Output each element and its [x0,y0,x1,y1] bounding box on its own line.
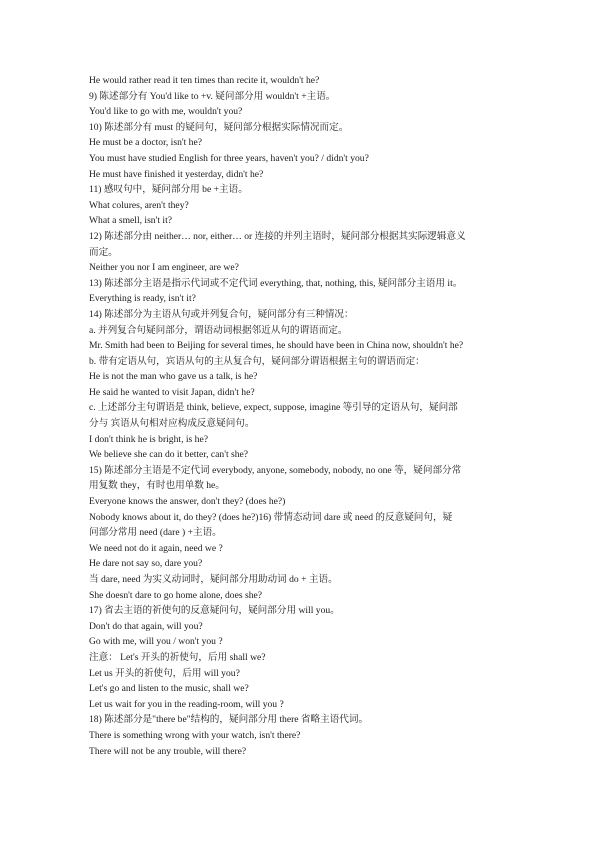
text-line: He dare not say so, dare you? [89,558,203,570]
text-line: Mr. Smith had been to Beijing for several times, he should have been in China now, shouldn't he? [89,340,464,352]
text-line: c. 上述部分主句谓语是 think, believe, expect, suppose, imagine 等引导的定语从句，疑问部 [89,402,458,414]
text-line: 17) 省去主语的祈使句的反意疑问句，疑问部分用 will you。 [89,605,340,617]
text-line: 15) 陈述部分主语是不定代词 everybody, anyone, somebody, nobody, no one 等，疑问部分常 [89,464,462,476]
text-line: 注意： Let's 开头的祈使句，后用 shall we? [89,651,266,663]
text-line: Nobody knows about it, do they? (does he?)16) 带情态动词 dare 或 need 的反意疑问句，疑 [89,511,453,523]
text-line: a. 并列复合句疑问部分，谓语动词根据邻近从句的谓语而定。 [89,324,348,336]
text-line: You must have studied English for three years, haven't you? / didn't you? [89,152,369,164]
text-line: 10) 陈述部分有 must 的疑问句，疑问部分根据实际情况而定。 [89,121,349,133]
text-line: He must have finished it yesterday, didn't he? [89,168,264,180]
text-line: b. 带有定语从句，宾语从句的主从复合句，疑问部分谓语根据主句的谓语而定： [89,355,425,367]
text-line: Everything is ready, isn't it? [89,293,196,305]
text-line: Neither you nor I am engineer, are we? [89,262,239,274]
text-line: He is not the man who gave us a talk, is he? [89,371,258,383]
text-line: What a smell, isn't it? [89,215,172,227]
text-line: He said he wanted to visit Japan, didn't he? [89,386,255,398]
text-line: 9) 陈述部分有 You'd like to +v. 疑问部分用 wouldn't +主语。 [89,90,336,102]
text-line: I don't think he is bright, is he? [89,433,208,445]
text-line: 用复数 they，有时也用单数 he。 [89,480,225,492]
text-line: She doesn't dare to go home alone, does she? [89,589,263,601]
text-line: 18) 陈述部分是"there be"结构的，疑问部分用 there 省略主语代词。 [89,714,369,726]
text-line: Let us 开头的祈使句，后用 will you? [89,667,240,679]
text-line: 而定。 [89,246,118,258]
text-line: He would rather read it ten times than recite it, wouldn't he? [89,75,320,86]
text-line: Everyone knows the answer, don't they? (does he?) [89,496,286,508]
text-line: Let's go and listen to the music, shall we? [89,683,249,695]
document-body [89,73,517,759]
text-line: Let us wait for you in the reading-room, will you ? [89,698,284,710]
text-line: You'd like to go with me, wouldn't you? [89,106,243,118]
text-line: We believe she can do it better, can't she? [89,449,249,461]
text-line: He must be a doctor, isn't he? [89,137,202,149]
text-line: 14) 陈述部分为主语从句或并列复合句，疑问部分有三种情况： [89,308,354,320]
text-line: Go with me, will you / won't you ? [89,636,223,648]
text-line: 12) 陈述部分由 neither… nor, either… or 连接的并列主语时，疑问部分根据其实际逻辑意义 [89,230,466,242]
text-line: What colures, aren't they? [89,199,189,211]
text-line: 分与 宾语从句相对应构成反意疑问句。 [89,418,255,430]
text-line: We need not do it again, need we ? [89,542,223,554]
text-line: 当 dare, need 为实义动词时，疑问部分用助动词 do + 主语。 [89,574,338,585]
text-line: Don't do that again, will you? [89,620,203,632]
text-line: There is something wrong with your watch, isn't there? [89,729,301,741]
text-line: 问部分常用 need (dare ) +主语。 [89,527,222,539]
text-line: 11) 感叹句中，疑问部分用 be +主语。 [89,184,248,196]
text-line: 13) 陈述部分主语是指示代词或不定代词 everything, that, nothing, this, 疑问部分主语用 it。 [89,277,463,289]
text-line: There will not be any trouble, will there? [89,745,247,757]
